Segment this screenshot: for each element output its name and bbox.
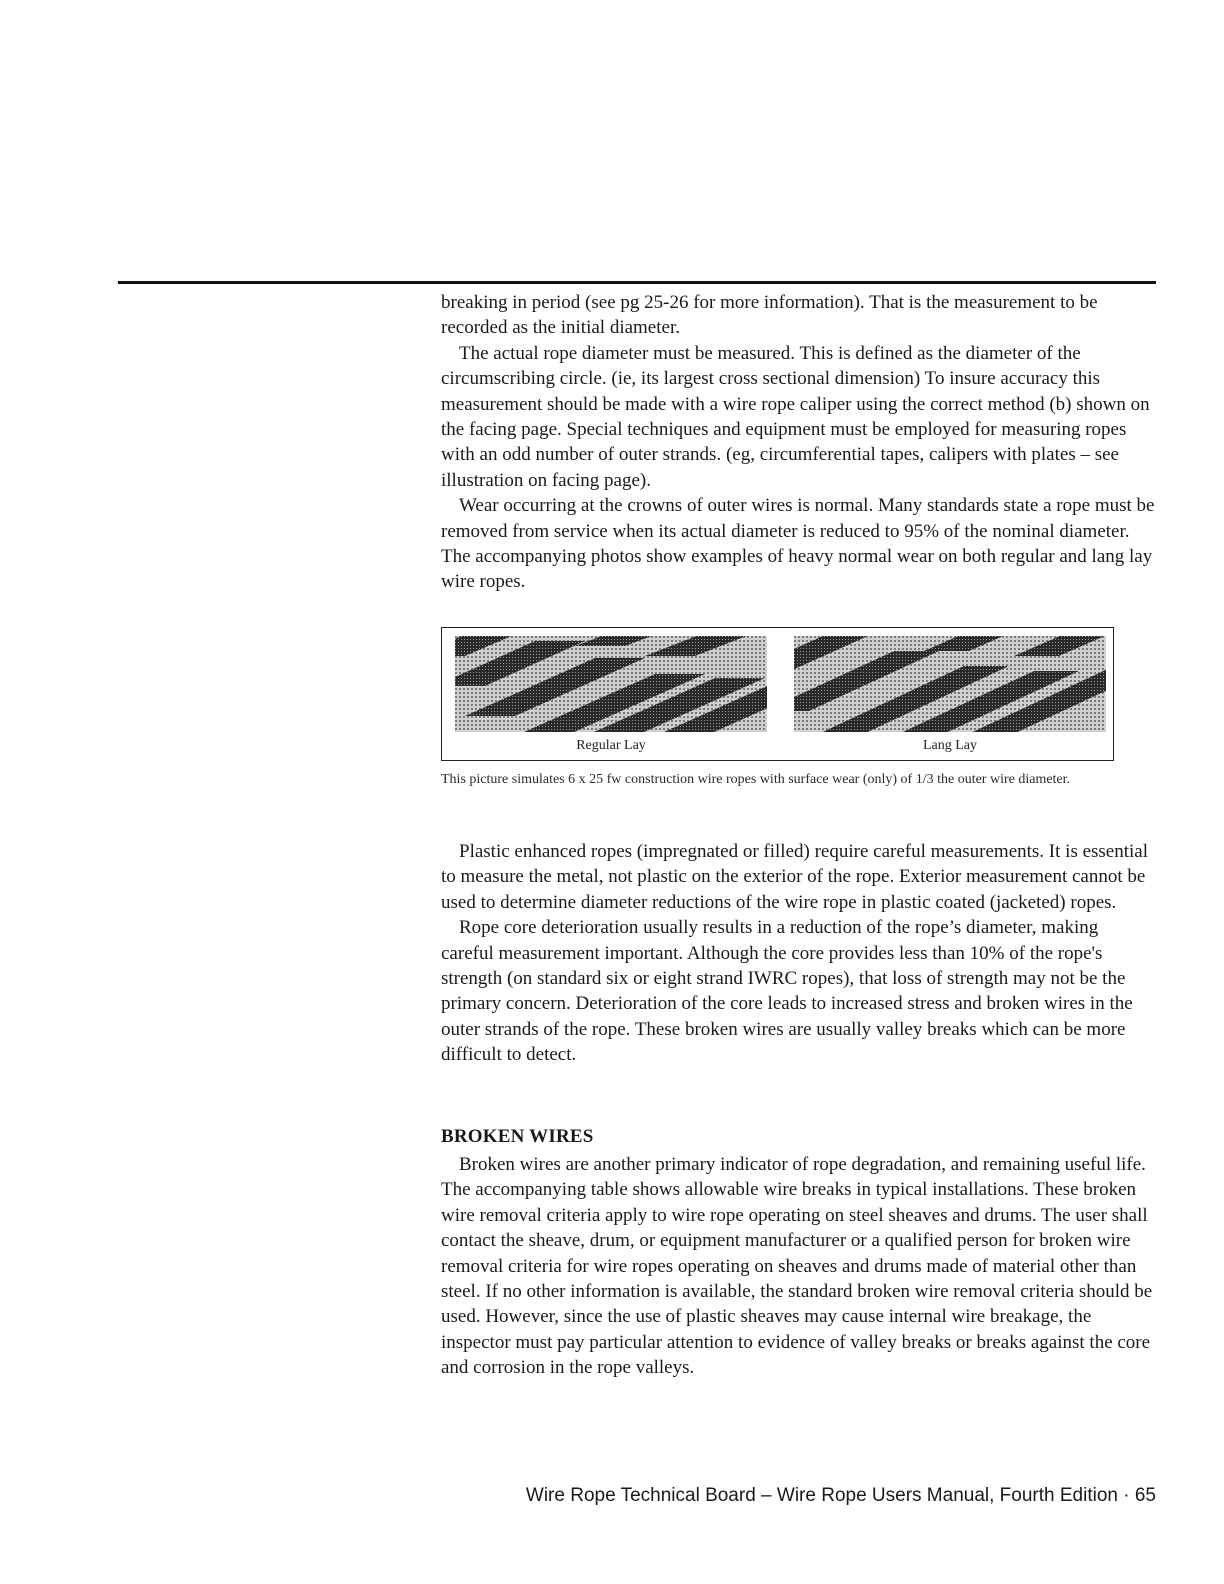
rope-figure bbox=[441, 627, 1114, 761]
paragraph: Broken wires are another primary indicator of rope degradation, and remaining useful life. The accompanying table shows allowable wire breaks in typical installations. These broken wire removal criteria apply to wire rope operating on steel sheaves and drums. The user shall contact the sheave, drum, or equipment manufacturer or a qualified person for broken wire removal criteria for wire ropes operating on sheaves and drums made of material other than steel. If no other information is available, the standard broken wire removal criteria should be used. However, since the use of plastic sheaves may cause internal wire breakage, the inspector must pay particular attention to evidence of valley breaks or breaks against the core and corrosion in the rope valleys. bbox=[441, 1154, 1153, 1379]
section-rope-diameter bbox=[441, 290, 1155, 595]
figure-caption: This picture simulates 6 x 25 fw construction wire ropes with surface wear (only) of 1/3 the outer wire diameter. bbox=[441, 772, 1071, 787]
header-rule bbox=[118, 281, 1156, 284]
section-plastic-and-core bbox=[441, 839, 1155, 1068]
paragraph: Plastic enhanced ropes (impregnated or filled) require careful measurements. It is essential to measure the metal, not plastic on the exterior of the rope. Exterior measurement cannot be used to determine diameter reductions of the wire rope in plastic coated (jacketed) ropes. bbox=[441, 841, 1149, 913]
paragraph: Rope core deterioration usually results in a reduction of the rope’s diameter, making careful measurement important. Although the core provides less than 10% of the rope's strength (on standard six or eight strand IWRC ropes), that loss of strength may not be the primary concern. Deterioration of the core leads to increased stress and broken wires in the outer strands of the rope. These broken wires are usually valley breaks which can be more difficult to detect. bbox=[441, 917, 1133, 1066]
lang-lay-image bbox=[794, 636, 1106, 732]
section-broken-wires bbox=[441, 1152, 1155, 1381]
regular-lay-label: Regular Lay bbox=[576, 738, 646, 753]
regular-lay-illustration bbox=[455, 636, 767, 732]
paragraph: Wear occurring at the crowns of outer wires is normal. Many standards state a rope must be removed from service when its actual diameter is reduced to 95% of the nominal diameter. The accompanying photos show examples of heavy normal wear on both regular and lang lay wire ropes. bbox=[441, 495, 1155, 593]
paragraph: The actual rope diameter must be measured. This is defined as the diameter of the circumscribing circle. (ie, its largest cross sectional dimension) To insure accuracy this measurement should be made with a wire rope caliper using the correct method (b) shown on the facing page. Special techniques and equipment must be employed for measuring ropes with an odd number of outer strands. (eg, circumferential tapes, calipers with plates – see illustration on facing page). bbox=[441, 342, 1150, 491]
page-footer: Wire Rope Technical Board – Wire Rope Users Manual, Fourth Edition · 65 bbox=[525, 1485, 1156, 1506]
lang-lay-label: Lang Lay bbox=[922, 738, 978, 753]
lang-lay-illustration bbox=[794, 636, 1106, 732]
paragraph: breaking in period (see pg 25-26 for more information). That is the measurement to be recorded as the initial diameter. bbox=[441, 292, 1098, 339]
regular-lay-image bbox=[455, 636, 767, 732]
section-heading: BROKEN WIRES bbox=[441, 1126, 594, 1147]
